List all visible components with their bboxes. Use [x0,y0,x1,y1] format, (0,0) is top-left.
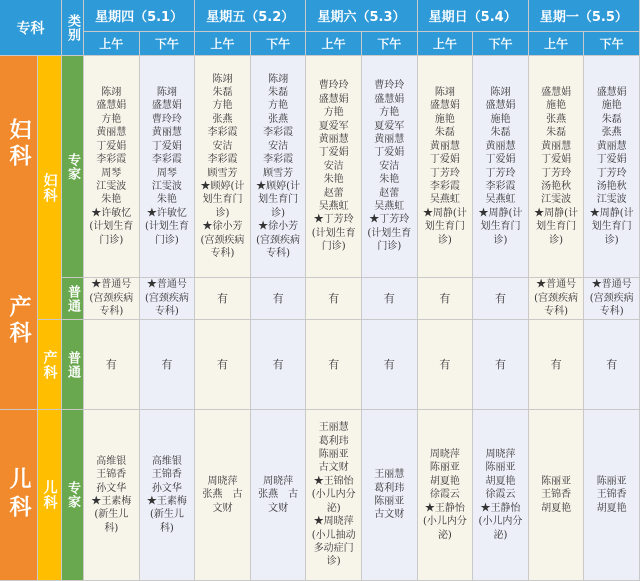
pm-header: 下午 [473,32,529,56]
doctor-list: 陈丽亚 王锦香 胡夏艳 [596,475,627,514]
schedule-cell [473,320,529,410]
schedule-cell [362,410,418,581]
doctor-list: 有 [161,357,173,371]
schedule-cell [529,56,585,278]
schedule-cell [529,278,585,320]
doctor-list: 王丽慧 葛利玮 陈丽亚 古文财 ★王锦怡 (小儿内分泌) ★周晓萍 (小儿抽动多动症门诊) [311,422,356,568]
doctor-list: 有 [272,357,284,371]
am-header: 上午 [418,32,474,56]
schedule-cell [473,278,529,320]
specialty-header: 专科 [0,0,62,56]
doctor-list: 盛慧娟 施艳 朱磊 张燕 黄丽慧 丁爱娟 丁芳玲 汤艳秋 江雯波 ★周静(计划生育门诊) [589,87,634,246]
schedule-cell [529,320,585,410]
schedule-cell [362,278,418,320]
schedule-cell [195,410,251,581]
pm-header: 下午 [362,32,418,56]
schedule-cell [84,56,140,278]
category-erke-expert: 专家 [62,410,84,581]
am-header: 上午 [529,32,585,56]
doctor-list: 陈翊 盛慧娟 方艳 黄丽慧 丁爱娟 李彩霞 周琴 江雯波 朱艳 ★许敏忆 (计划生育门诊) [89,87,134,246]
doctor-list: 有 [216,357,228,371]
pm-header: 下午 [251,32,307,56]
schedule-cell [251,320,307,410]
schedule-cell [251,410,307,581]
doctor-list: 高维银 王锦香 孙文华 ★王素梅 (新生儿科) [91,455,132,534]
doctor-list: 曹玲玲 盛慧娟 方艳 夏爱军 黄丽慧 丁爱娟 安洁 朱艳 赵蕾 吴燕虹 ★丁芳玲 (计划生育门诊) [367,80,412,253]
schedule-cell [195,278,251,320]
schedule-cell [140,278,196,320]
dept-chanke-big-label: 产科 [6,294,31,347]
doctor-list: ★普通号 (宫颈疾病专科) [144,279,189,318]
doctor-list: 有 [606,357,618,371]
doctor-list: 有 [272,291,284,305]
schedule-cell [140,320,196,410]
category-fuke-general: 普通 [62,278,84,320]
day-header: 星期四（5.1） [84,0,195,32]
dept-fuchan [0,56,38,410]
category-fuke-expert: 专家 [62,56,84,278]
doctor-list: 有 [216,291,228,305]
doctor-list: 有 [439,291,451,305]
doctor-list: 陈翊 盛慧娟 曹玲玲 黄丽慧 丁爱娟 李彩霞 周琴 江雯波 朱艳 ★许敏忆 (计划生育门诊) [144,87,189,246]
doctor-list: 盛慧娟 施艳 张燕 朱磊 黄丽慧 丁爱娟 丁芳玲 汤艳秋 江雯波 ★周静(计划生育门诊) [534,87,579,246]
dept-fuke-big-label: 妇科 [6,118,31,171]
doctor-list: 有 [494,357,506,371]
doctor-list: 有 [105,357,117,371]
schedule-cell [306,56,362,278]
schedule-cell [473,56,529,278]
schedule-cell [584,56,640,278]
schedule-cell [418,278,474,320]
schedule-cell [473,410,529,581]
doctor-list: ★普通号 (宫颈疾病专科) [534,279,579,318]
doctor-list: 有 [328,291,340,305]
doctor-list: 周晓萍 陈丽亚 胡夏艳 徐霞云 ★王静怡 (小儿内分泌) [478,449,523,541]
day-header: 星期一（5.5） [529,0,640,32]
schedule-cell [84,410,140,581]
schedule-cell [418,320,474,410]
category-header: 类别 [62,0,84,56]
doctor-list: 有 [383,291,395,305]
category-chanke-general: 普通 [62,320,84,410]
am-header: 上午 [306,32,362,56]
schedule-cell [251,278,307,320]
schedule-cell [529,410,585,581]
schedule-cell [84,278,140,320]
doctor-list: 陈翊 朱磊 方艳 张燕 李彩霞 安洁 李彩霞 顾雪芳 ★顾婷(计划生育门诊) ★徐小芳 (宫颈疾病专科) [256,73,301,259]
doctor-list: ★普通号 (宫颈疾病专科) [589,279,634,318]
dept-fuke: 妇科 [38,56,62,320]
schedule-cell [140,410,196,581]
schedule-cell [195,320,251,410]
doctor-list: ★普通号 (宫颈疾病专科) [89,279,134,318]
pm-header: 下午 [140,32,196,56]
day-header: 星期日（5.4） [418,0,529,32]
doctor-list: 周晓萍 张燕 古 文财 [258,475,299,514]
doctor-list: 陈翊 盛慧娟 施艳 朱磊 黄丽慧 丁爱娟 丁芳玲 李彩霞 吴燕虹 ★周静(计划生育门诊) [478,87,523,246]
schedule-cell [584,278,640,320]
doctor-list: 陈翊 朱磊 方艳 张燕 李彩霞 安洁 李彩霞 顾雪芳 ★顾婷(计划生育门诊) ★徐小芳 (宫颈疾病专科) [200,73,245,259]
am-header: 上午 [195,32,251,56]
schedule-cell [84,320,140,410]
doctor-list: 陈丽亚 王锦香 胡夏艳 [541,475,572,514]
schedule-cell [306,278,362,320]
schedule-cell [362,320,418,410]
doctor-list: 周晓萍 张燕 古 文财 [202,475,243,514]
dept-chanke: 产科 [38,320,62,410]
doctor-list: 有 [494,291,506,305]
schedule-cell [584,410,640,581]
doctor-list: 有 [439,357,451,371]
doctor-list: 有 [328,357,340,371]
schedule-cell [251,56,307,278]
schedule-cell [306,410,362,581]
schedule-cell [584,320,640,410]
schedule-cell [362,56,418,278]
doctor-list: 有 [383,357,395,371]
day-header: 星期五（5.2） [195,0,306,32]
schedule-cell [418,56,474,278]
schedule-cell [195,56,251,278]
schedule-cell [418,410,474,581]
pm-header: 下午 [584,32,640,56]
doctor-list: 高维银 王锦香 孙文华 ★王素梅 (新生儿科) [146,455,187,534]
doctor-list: 王丽慧 葛利玮 陈丽亚 古文财 [374,469,405,521]
dept-erke: 儿科 [0,410,38,581]
schedule-cell [140,56,196,278]
am-header: 上午 [84,32,140,56]
doctor-list: 周晓萍 陈丽亚 胡夏艳 徐霞云 ★王静怡 (小儿内分泌) [422,449,467,541]
doctor-list: 有 [550,357,562,371]
day-header: 星期六（5.3） [306,0,417,32]
schedule-cell [306,320,362,410]
doctor-list: 陈翊 盛慧娟 施艳 朱磊 黄丽慧 丁爱娟 丁芳玲 李彩霞 吴燕虹 ★周静(计划生育门诊) [422,87,467,246]
doctor-list: 曹玲玲 盛慧娟 方艳 夏爱军 黄丽慧 丁爱娟 安洁 朱艳 赵蕾 吴燕虹 ★丁芳玲 (计划生育门诊) [311,80,356,253]
dept-erke-sub: 儿科 [38,410,62,581]
